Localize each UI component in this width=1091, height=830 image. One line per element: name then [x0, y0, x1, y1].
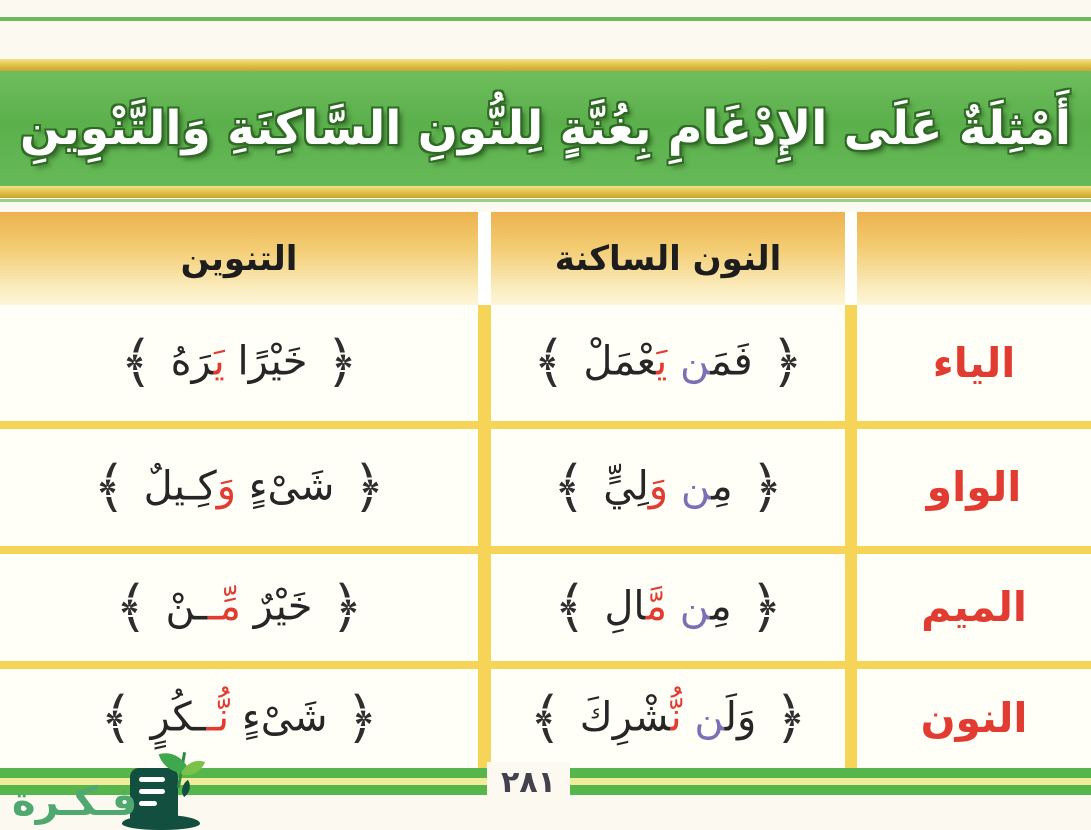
row-label-waw: الواو: [926, 463, 1022, 511]
horizontal-grid-line: [0, 661, 1091, 669]
page-number: ٢٨١: [501, 764, 556, 800]
header-cell-noon-sakinah: [491, 212, 845, 305]
examples-table: [0, 212, 1091, 768]
page-number-box: [487, 762, 570, 802]
tanween-example-waw: [0, 429, 478, 546]
gold-stripe-bottom: [0, 186, 1091, 198]
row-label-meem: الميم: [921, 583, 1027, 631]
row-label-yaa: الياء: [932, 338, 1016, 387]
column-header-tanween: التنوين: [180, 238, 298, 279]
column-header-noon-sakinah: النون الساكنة: [554, 238, 782, 279]
watermark-brand-text: فـكـرة: [12, 779, 138, 825]
noon-example-meem: [491, 554, 845, 661]
noon-example-waw: [491, 429, 845, 546]
title-banner: [0, 71, 1091, 186]
tanween-example-meem: [0, 554, 478, 661]
noon-example-yaa: [491, 305, 845, 421]
header-separator: [478, 212, 491, 305]
horizontal-grid-line: [0, 546, 1091, 554]
top-border-line: [0, 17, 1091, 21]
quran-phrase: ﴿ شَىْءٍ نُّــكُرٍ ﴾: [99, 685, 379, 751]
quran-phrase: ﴿ وَلَ‍‍ن نُّ‍‍شْرِكَ ﴾: [529, 685, 807, 751]
quran-phrase: ﴿ فَمَ‍‍ن يَ‍‍عْمَلْ ﴾: [532, 330, 804, 395]
quran-phrase: ﴿ خَيْرٌ مِّــنْ ﴾: [114, 574, 364, 640]
tanween-example-yaa: [0, 305, 478, 421]
quran-phrase: ﴿ خَيْرًا يَ‍‍رَهُ ﴾: [119, 330, 359, 395]
banner-under-line: [0, 199, 1091, 202]
quran-phrase: ﴿ شَىْءٍ وَكِـيلٌ ﴾: [92, 454, 386, 520]
page-title: أَمْثِلَةٌ عَلَى الإِدْغَامِ بِغُنَّةٍ لِلنُّونِ السَّاكِنَةِ وَالتَّنْوِينِ: [19, 100, 1071, 156]
header-separator: [845, 212, 857, 305]
fikra-watermark-logo: [12, 750, 242, 830]
vertical-grid-line: [845, 305, 857, 768]
quran-phrase: ﴿ مِ‍‍ن مَّ‍‍الِ ﴾: [553, 574, 783, 640]
horizontal-grid-line: [0, 421, 1091, 429]
vertical-grid-line: [478, 305, 491, 768]
quran-phrase: ﴿ مِ‍‍ن وَلِيٍّ ﴾: [552, 454, 784, 520]
noon-example-noon: [491, 669, 845, 768]
header-cell-corner: [857, 212, 1091, 305]
row-label-noon: النون: [920, 694, 1028, 742]
header-cell-tanween: [0, 212, 478, 305]
gold-stripe-top: [0, 59, 1091, 71]
